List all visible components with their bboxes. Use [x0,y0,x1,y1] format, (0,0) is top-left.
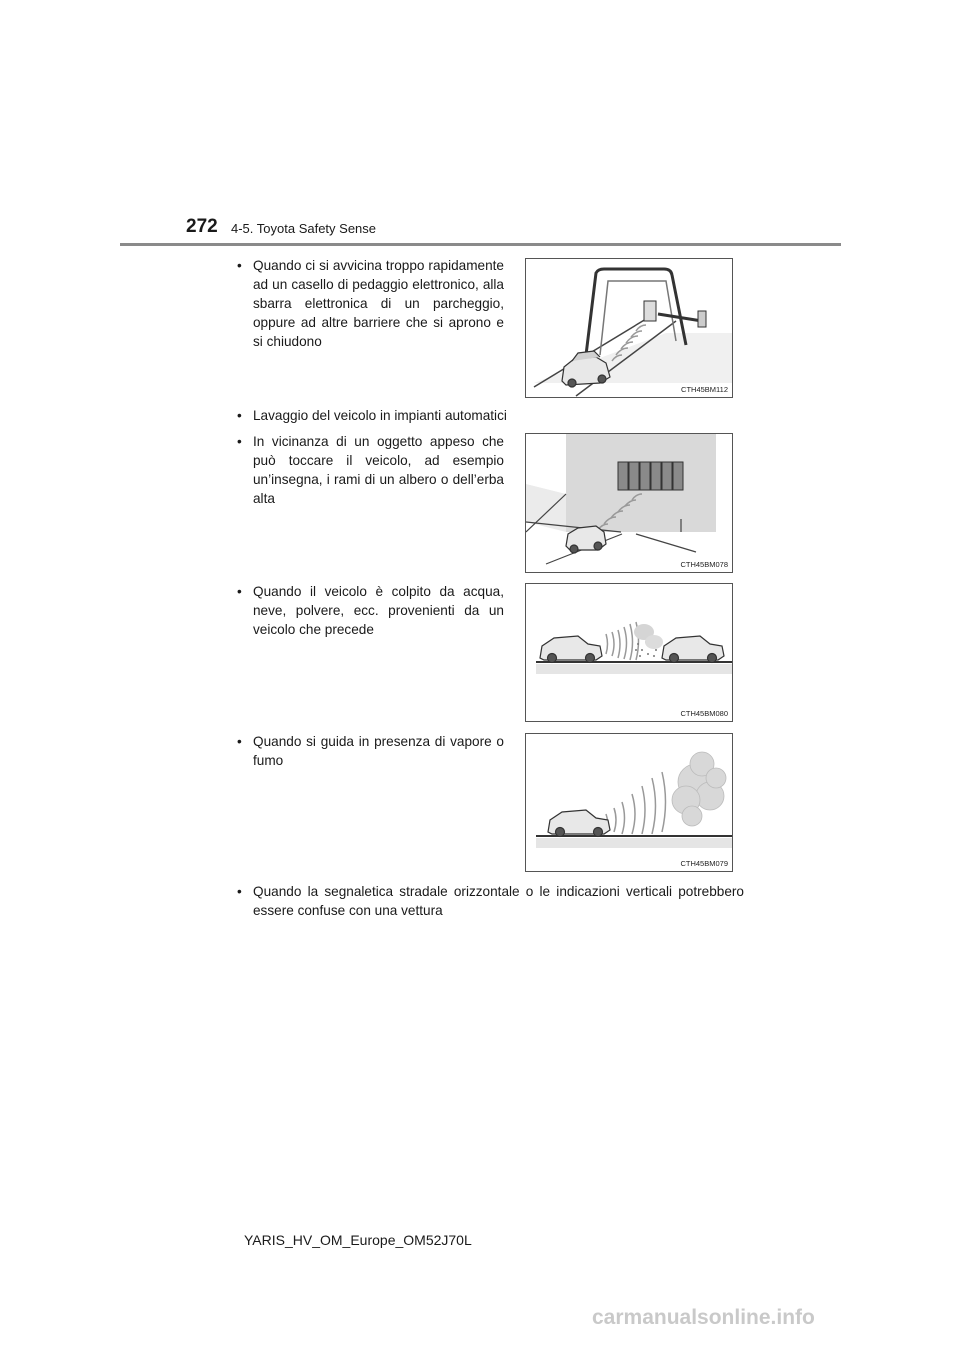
bullet-marker: • [237,884,242,899]
figure-code: CTH45BM078 [680,560,728,569]
bullet-text: In vicinanza di un oggetto appeso che può toccare il veicolo, ad esempio un’insegna, i rami di un albero o dell’erba alta [253,434,504,506]
bullet-item [237,882,744,920]
bullet-item [237,406,744,425]
bullet-text: Quando la segnaletica stradale orizzontale o le indicazioni verticali potrebbero essere confuse con una vettura [253,884,744,918]
smoke-figure [525,733,733,872]
bullet-marker: • [237,434,242,449]
bullet-marker: • [237,258,242,273]
page-number: 272 [186,216,218,237]
bullet-item [237,582,504,639]
figure-code: CTH45BM080 [680,709,728,718]
watermark: carmanualsonline.info [592,1306,815,1329]
bullet-text: Quando il veicolo è colpito da acqua, neve, polvere, ecc. provenienti da un veicolo che precede [253,584,504,637]
bullet-text: Quando ci si avvicina troppo rapidamente ad un casello di pedaggio elettronico, alla sbarra elettronica di un parcheggio, oppure ad altre barriere che si aprono e si chiudono [253,258,504,349]
bullet-item [237,732,504,770]
figure-code: CTH45BM112 [681,385,728,394]
bullet-item [237,256,504,351]
bullet-text: Quando si guida in presenza di vapore o fumo [253,734,504,768]
hanging-object-figure [525,433,733,573]
header-rule [120,243,841,246]
document-id: YARIS_HV_OM_Europe_OM52J70L [244,1232,472,1248]
bullet-marker: • [237,584,242,599]
figure-code: CTH45BM079 [680,859,728,868]
bullet-marker: • [237,734,242,749]
bullet-item [237,432,504,508]
bullet-text: Lavaggio del veicolo in impianti automatici [253,408,507,423]
bullet-marker: • [237,408,242,423]
toll-gate-figure [525,258,733,398]
section-title: 4-5. Toyota Safety Sense [231,221,377,236]
vehicle-spray-figure [525,583,733,722]
